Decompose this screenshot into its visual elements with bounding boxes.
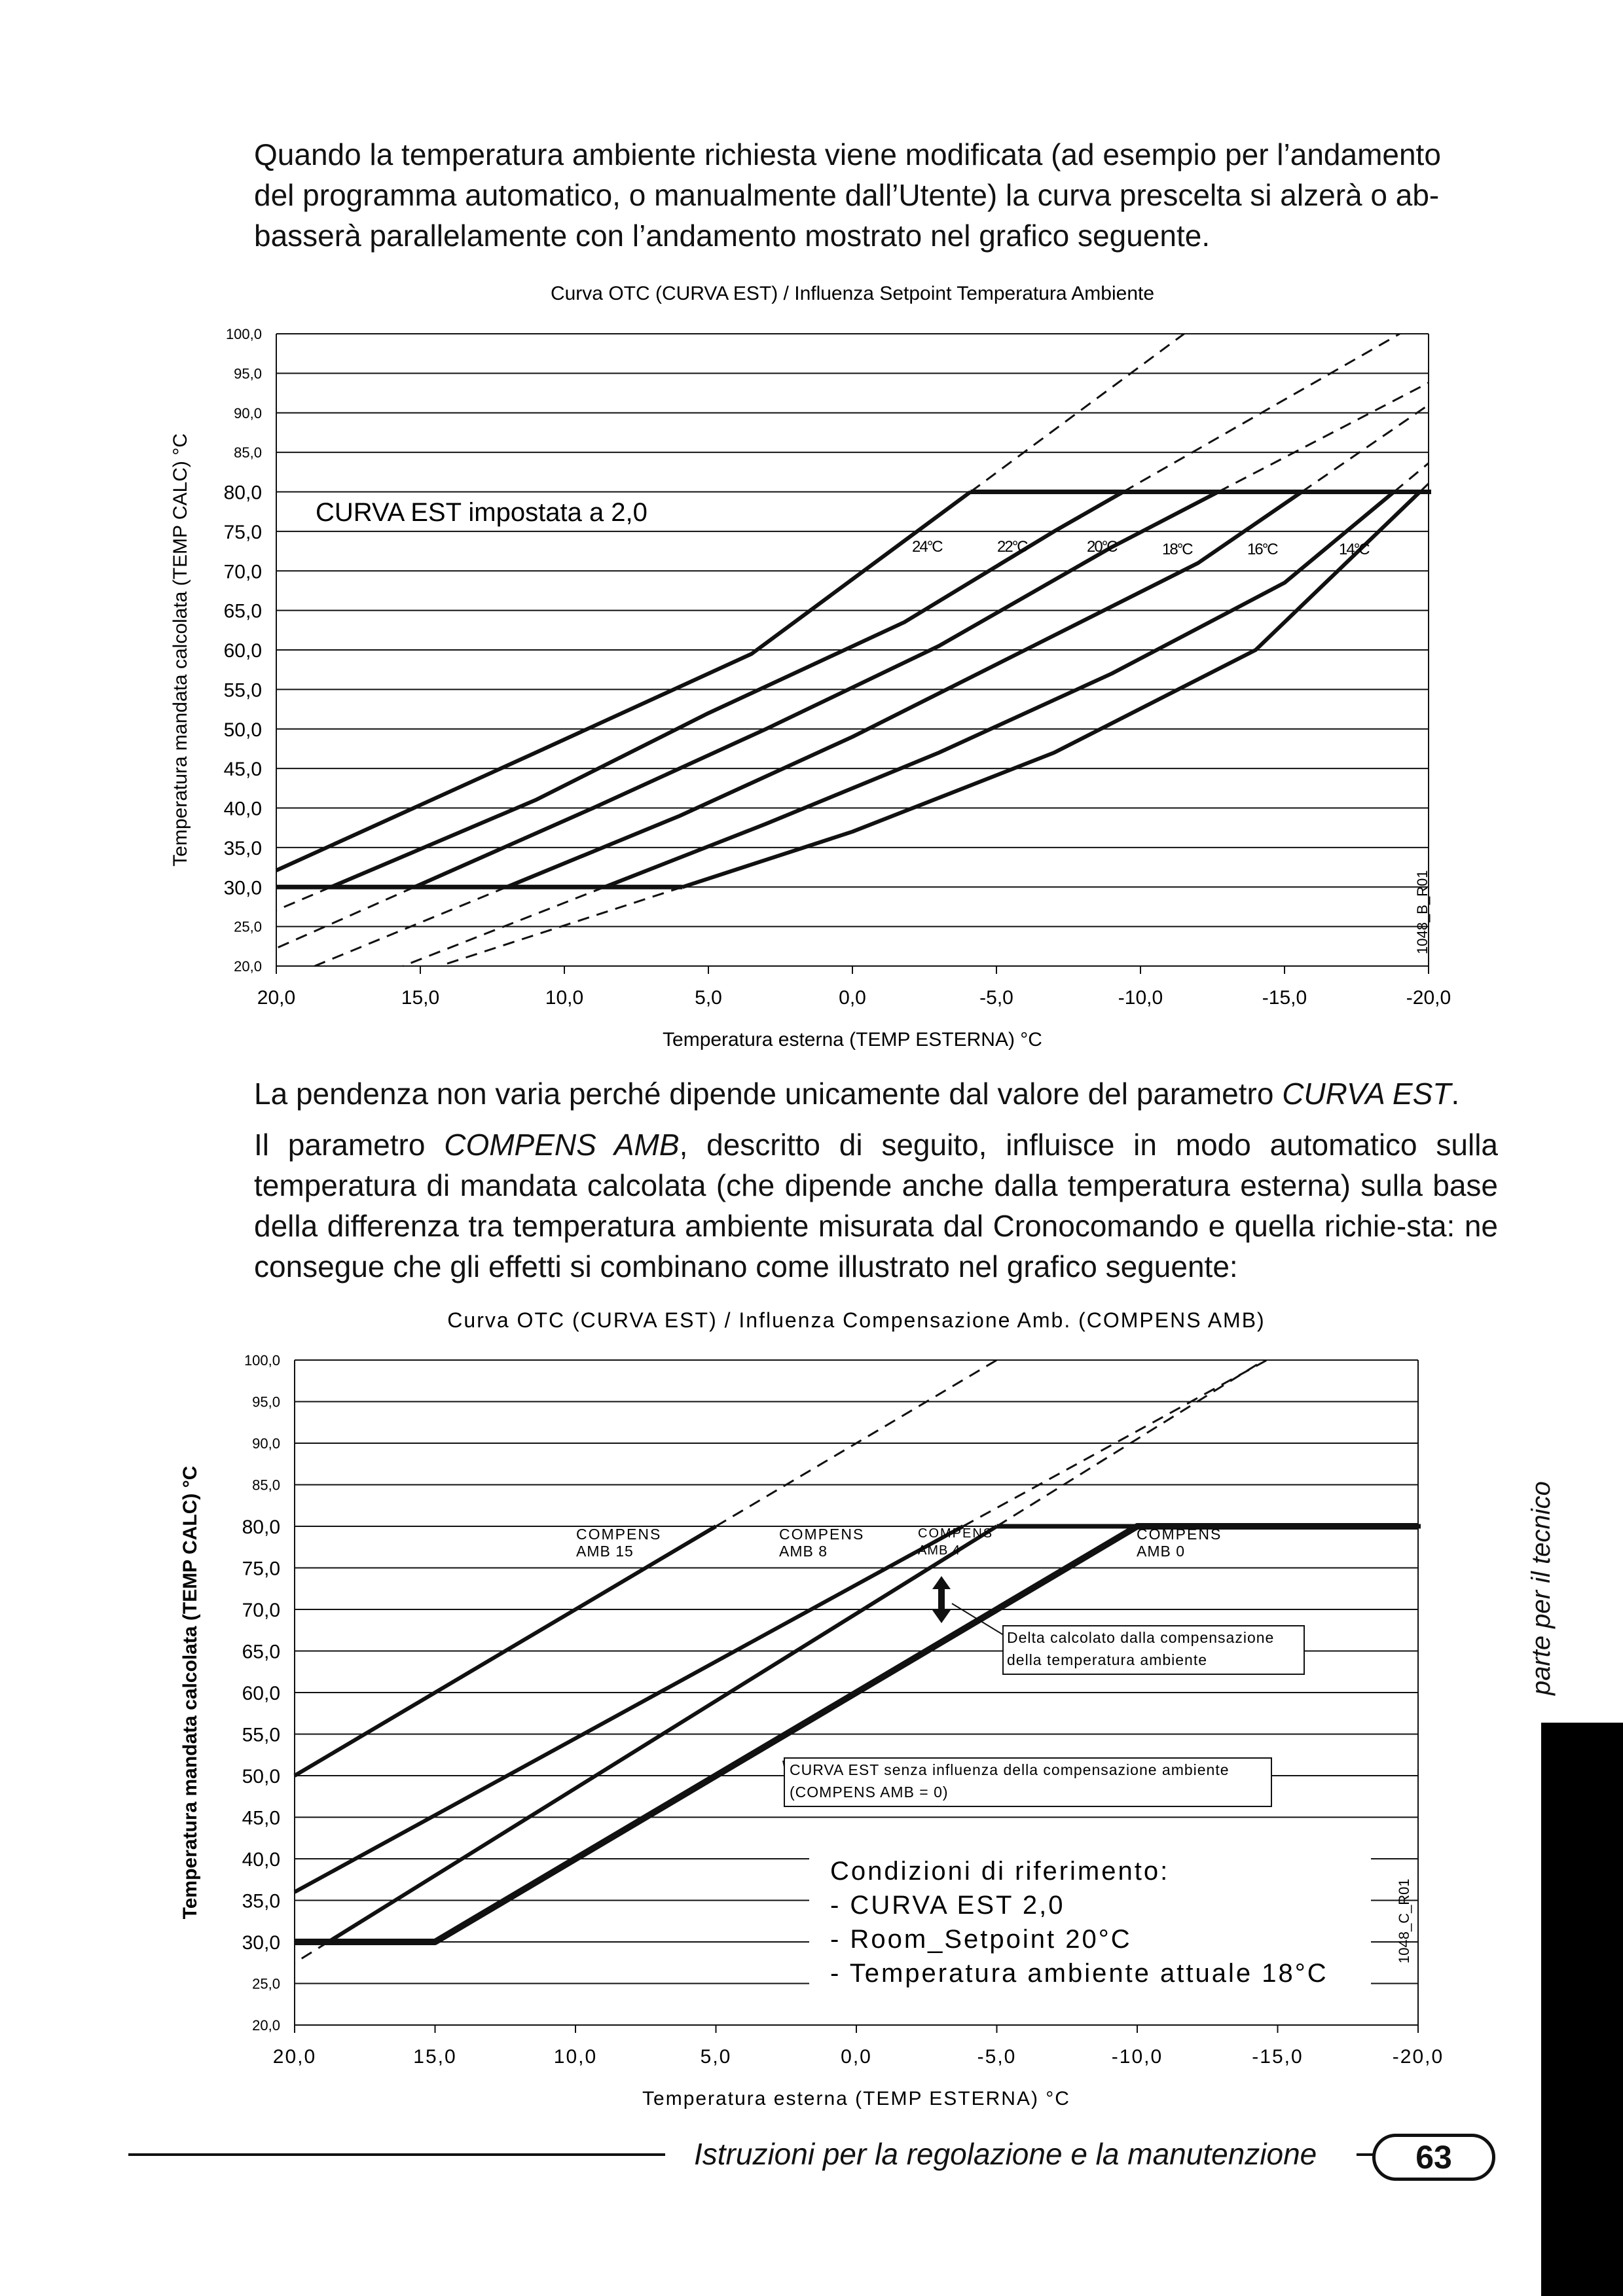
chart-title: Curva OTC (CURVA EST) / Influenza Setpoint Temperatura Ambiente <box>550 283 1155 304</box>
y-axis-label: Temperatura mandata calcolata (TEMP CALC) °C <box>170 433 191 867</box>
y-tick-label: 65,0 <box>223 600 262 622</box>
x-tick-label: -20,0 <box>1406 987 1451 1009</box>
intro-line: del programma automatico, o manualmente dall’Utente) la curva prescelta si alzerà o ab- <box>254 178 1440 212</box>
x-tick-label: 0,0 <box>839 987 866 1009</box>
condition-line: - Temperatura ambiente attuale 18°C <box>830 1959 1328 1988</box>
y-tick-label: 100,0 <box>225 326 262 342</box>
intro-line: basserà parallelamente con l’andamento mostrato nel grafico seguente. <box>254 219 1211 253</box>
y-tick-label: 95,0 <box>252 1393 280 1410</box>
y-tick-label: 30,0 <box>242 1932 280 1954</box>
y-tick-label: 95,0 <box>234 365 262 382</box>
y-tick-label: 65,0 <box>242 1641 280 1663</box>
curve-label: AMB 8 <box>779 1543 828 1560</box>
curve-label: COMPENS <box>1137 1526 1222 1543</box>
sidebar-section-label: parte per il tecnico <box>1527 1481 1556 1695</box>
curve-label: COMPENS <box>779 1526 865 1543</box>
curve-label: 22°C <box>997 538 1027 556</box>
x-tick-label: 20,0 <box>257 987 296 1009</box>
y-tick-label: 70,0 <box>223 561 262 583</box>
callout-text: della temperatura ambiente <box>1007 1651 1207 1668</box>
y-tick-label: 85,0 <box>234 444 262 461</box>
x-tick-label: 20,0 <box>272 2046 317 2068</box>
callout-text: CURVA EST senza influenza della compensazione ambiente <box>790 1761 1230 1778</box>
param-curva-est: CURVA EST <box>1282 1077 1451 1111</box>
x-tick-label: -5,0 <box>979 987 1013 1009</box>
y-tick-label: 60,0 <box>223 640 262 662</box>
y-tick-label: 35,0 <box>223 837 262 859</box>
x-tick-label: -15,0 <box>1252 2046 1304 2068</box>
y-tick-label: 55,0 <box>223 679 262 702</box>
y-tick-label: 75,0 <box>242 1558 280 1580</box>
y-tick-label: 45,0 <box>242 1807 280 1829</box>
compens-paragraph: Il parametro COMPENS AMB, descritto di seguito, influisce in modo automatico sulla temperatura di mandata calcolata (che dipende anche dalla temperatura esterna) sulla base della differenza tra temperatura ambiente misurata dal Cronocomando e quella richie-sta: ne consegue che gli effetti si combinano come illustrato nel grafico seguente: <box>254 1128 1499 1283</box>
y-tick-label: 80,0 <box>242 1516 280 1538</box>
figure-code: 1048_C_R01 <box>1396 1878 1412 1964</box>
curve-label: COMPENS <box>918 1526 994 1541</box>
callout-text: Delta calcolato dalla compensazione <box>1007 1629 1275 1646</box>
x-tick-label: -10,0 <box>1118 987 1163 1009</box>
y-tick-label: 50,0 <box>223 719 262 741</box>
footer-rule <box>128 2153 665 2156</box>
curve-label: AMB 15 <box>576 1543 634 1560</box>
condition-line: - Room_Setpoint 20°C <box>830 1925 1132 1954</box>
y-tick-label: 25,0 <box>252 1975 280 1992</box>
x-axis-label: Temperatura esterna (TEMP ESTERNA) °C <box>663 1029 1042 1050</box>
y-tick-label: 90,0 <box>234 404 262 422</box>
curve-label: 24°C <box>912 538 942 556</box>
x-tick-label: 5,0 <box>695 987 722 1009</box>
delta-arrow <box>932 1576 951 1623</box>
y-tick-label: 60,0 <box>242 1683 280 1704</box>
x-tick-label: 0,0 <box>841 2046 872 2068</box>
x-tick-label: 5,0 <box>700 2046 732 2068</box>
condition-line: Condizioni di riferimento: <box>830 1857 1170 1886</box>
intro-line: Quando la temperatura ambiente richiesta viene modificata (ad esempio per l’andamento <box>254 137 1441 171</box>
figure-code: 1048_B_R01 <box>1414 870 1431 954</box>
x-axis-label: Temperatura esterna (TEMP ESTERNA) °C <box>642 2088 1070 2109</box>
x-tick-label: 10,0 <box>545 987 584 1009</box>
curve-annotation: CURVA EST impostata a 2,0 <box>316 498 647 527</box>
x-tick-label: -5,0 <box>977 2046 1017 2068</box>
param-compens-amb: COMPENS AMB <box>444 1128 680 1162</box>
y-tick-label: 85,0 <box>252 1477 280 1494</box>
curve-label: 16°C <box>1247 541 1277 558</box>
page-number: 63 <box>1372 2134 1495 2181</box>
curve-label: 18°C <box>1162 541 1192 558</box>
y-tick-label: 50,0 <box>242 1766 280 1787</box>
y-tick-label: 40,0 <box>242 1849 280 1871</box>
x-tick-label: 10,0 <box>553 2046 598 2068</box>
curve-label: AMB 0 <box>1137 1543 1186 1560</box>
x-tick-label: 15,0 <box>401 987 440 1009</box>
chart-title: Curva OTC (CURVA EST) / Influenza Compensazione Amb. (COMPENS AMB) <box>447 1308 1266 1332</box>
slope-paragraph: La pendenza non varia perché dipende unicamente dal valore del parametro CURVA EST. <box>254 1077 1460 1111</box>
y-tick-label: 55,0 <box>242 1724 280 1746</box>
curve-label: 14°C <box>1339 541 1369 558</box>
curve-label: 20°C <box>1087 538 1117 556</box>
y-tick-label: 100,0 <box>244 1352 280 1369</box>
x-tick-label: -15,0 <box>1262 987 1307 1009</box>
y-tick-label: 45,0 <box>223 759 262 781</box>
curve-label: AMB 4 <box>918 1543 961 1558</box>
callout-text: (COMPENS AMB = 0) <box>790 1784 949 1801</box>
y-tick-label: 75,0 <box>223 521 262 543</box>
curve-label: COMPENS <box>576 1526 662 1543</box>
y-tick-label: 90,0 <box>252 1435 280 1452</box>
series-line <box>295 1526 963 1892</box>
x-tick-label: -10,0 <box>1111 2046 1163 2068</box>
y-tick-label: 80,0 <box>223 482 262 504</box>
y-tick-label: 25,0 <box>234 918 262 935</box>
footer-title: Istruzioni per la regolazione e la manutenzione <box>694 2137 1317 2171</box>
x-tick-label: -20,0 <box>1392 2046 1444 2068</box>
y-tick-label: 70,0 <box>242 1600 280 1621</box>
x-tick-label: 15,0 <box>413 2046 457 2068</box>
y-tick-label: 30,0 <box>223 877 262 899</box>
sidebar-tab <box>1541 1723 1623 2296</box>
y-tick-label: 40,0 <box>223 798 262 820</box>
y-axis-label: Temperatura mandata calcolata (TEMP CALC) °C <box>179 1465 201 1920</box>
condition-line: - CURVA EST 2,0 <box>830 1891 1065 1920</box>
y-tick-label: 20,0 <box>234 958 262 975</box>
y-tick-label: 35,0 <box>242 1890 280 1912</box>
y-tick-label: 20,0 <box>252 2017 280 2034</box>
